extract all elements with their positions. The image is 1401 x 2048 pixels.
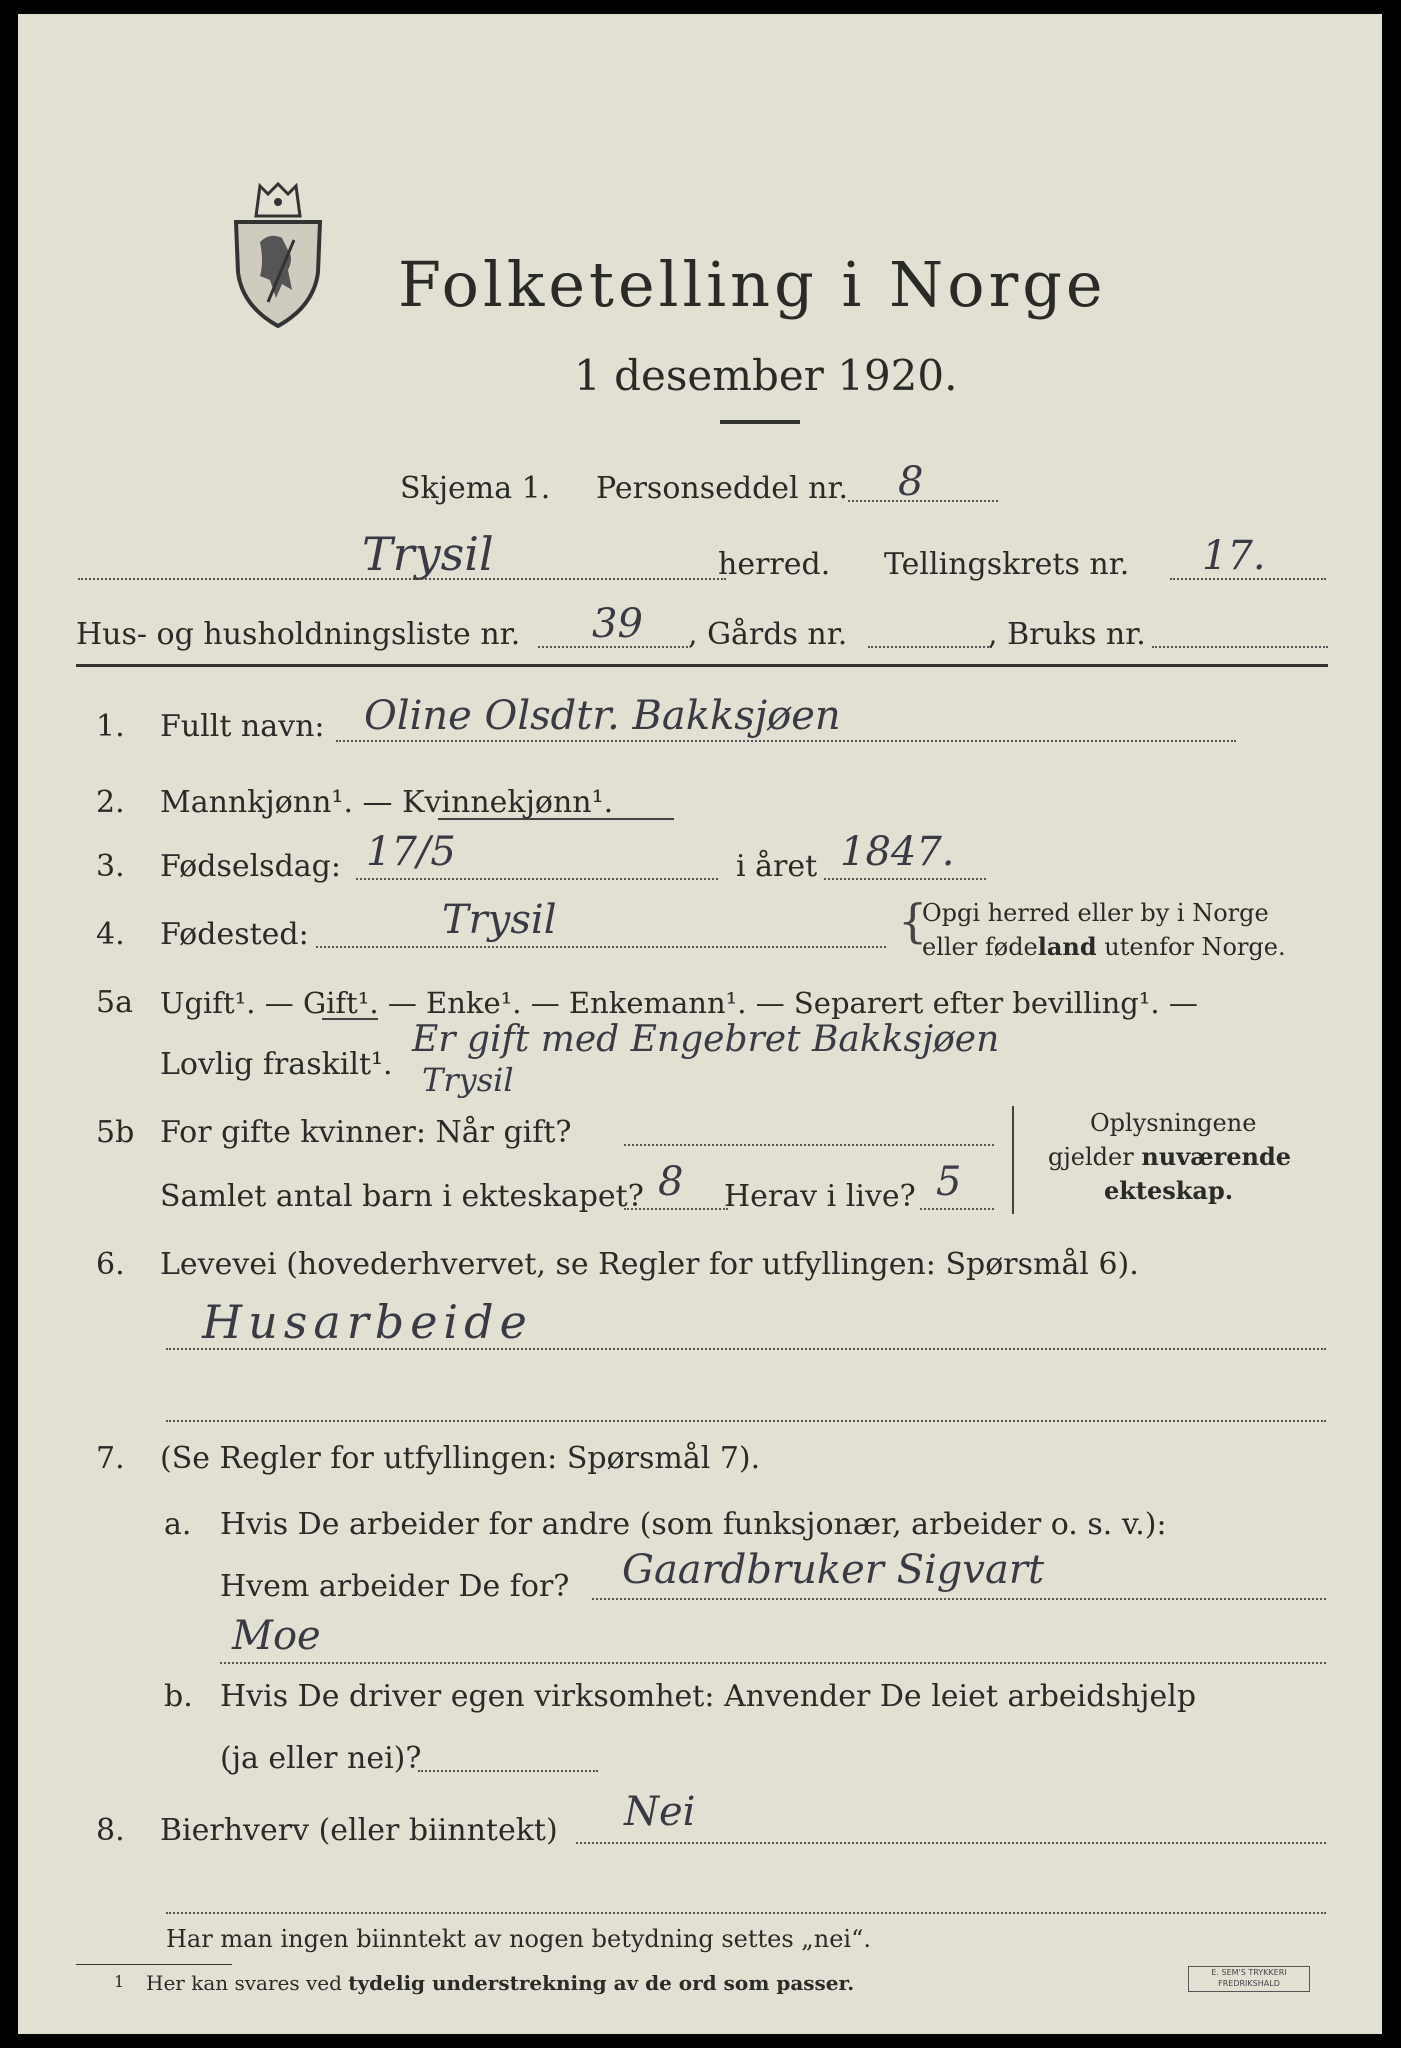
q2-number: 2.: [96, 785, 125, 820]
bruks-label: , Bruks nr.: [988, 617, 1146, 652]
q5a-value-2: Trysil: [422, 1061, 514, 1099]
q5a-label: Ugift¹. — Gift¹. — Enke¹. — Enkemann¹. — Separert efter bevilling¹. —: [160, 986, 1198, 1020]
q7a-value: Gaardbruker Sigvart: [622, 1547, 1045, 1593]
skjema-label: Skjema 1.: [400, 471, 551, 506]
printer-stamp-text: E. SEM'S TRYKKERI FREDRIKSHALD: [1211, 1968, 1287, 1988]
q5b-live-value: 5: [936, 1159, 962, 1205]
footnote-number: 1: [114, 1972, 125, 1991]
q7a-line-1: [592, 1598, 1326, 1600]
q4-note-2c: utenfor Norge.: [1096, 933, 1286, 961]
herred-label: herred.: [718, 547, 831, 582]
title-divider: [720, 420, 800, 424]
q5b-note-1: Oplysningene: [1090, 1109, 1257, 1137]
gards-label: , Gårds nr.: [688, 617, 848, 652]
q7b-letter: b.: [164, 1679, 193, 1714]
q4-note-2: [922, 932, 1286, 962]
footer-note: Har man ingen biinntekt av nogen betydning settes „nei“.: [166, 1925, 871, 1953]
bruks-line: [1152, 646, 1328, 648]
q5a-gift-underline: [322, 1018, 378, 1020]
q4-label: Fødested:: [160, 917, 309, 952]
footnote-a: Her kan svares ved: [146, 1971, 349, 1995]
q5b-label: For gifte kvinner: Når gift?: [160, 1115, 572, 1150]
footnote-b: tydelig understrekning av de ord som passer.: [348, 1971, 855, 1995]
q7b-label: Hvis De driver egen virksomhet: Anvender De leiet arbeidshjelp: [220, 1679, 1197, 1714]
form-title: Folketelling i Norge: [398, 248, 1107, 321]
tellingskrets-label: Tellingskrets nr.: [884, 547, 1130, 582]
q3-line: [356, 878, 718, 880]
q5b-note-2a: gjelder: [1048, 1143, 1142, 1171]
q4-line: [316, 946, 886, 948]
q7-number: 7.: [96, 1441, 125, 1476]
footnote-divider: [76, 1964, 232, 1965]
q1-line: [336, 740, 1236, 742]
q1-label: Fullt navn:: [160, 709, 325, 744]
hus-value: 39: [592, 601, 643, 647]
q5b-live-line: [920, 1208, 994, 1210]
q7b-line: [418, 1770, 598, 1772]
q2-label: Mannkjønn¹. — Kvinnekjønn¹.: [160, 785, 614, 820]
q4-note-2a: eller føde: [922, 933, 1038, 961]
q5b-live-label: Herav i live?: [724, 1179, 916, 1214]
herred-value: Trysil: [362, 527, 494, 581]
q6-number: 6.: [96, 1247, 125, 1282]
q4-number: 4.: [96, 917, 125, 952]
coat-of-arms-icon: [230, 180, 326, 330]
q3-number: 3.: [96, 849, 125, 884]
q6-line-2: [166, 1420, 1326, 1422]
q4-note-1: Opgi herred eller by i Norge: [922, 899, 1269, 927]
q3-value: 17/5: [366, 829, 456, 875]
q7a-line-2: [220, 1662, 1326, 1664]
q1-value: Oline Olsdtr. Bakksjøen: [364, 693, 841, 739]
q6-label: Levevei (hovederhvervet, se Regler for utfyllingen: Spørsmål 6).: [160, 1247, 1139, 1282]
q7a-value-2: Moe: [232, 1613, 321, 1659]
q8-number: 8.: [96, 1813, 125, 1848]
q3-year-label: i året: [736, 849, 818, 884]
personseddel-label: Personseddel nr.: [596, 471, 849, 506]
q5a-label-2: Lovlig fraskilt¹.: [160, 1047, 393, 1082]
q7a-label-2: Hvem arbeider De for?: [220, 1569, 570, 1604]
q6-line-1: [166, 1348, 1326, 1350]
q3-label: Fødselsdag:: [160, 849, 341, 884]
q7a-letter: a.: [164, 1507, 192, 1542]
q3-year-value: 1847.: [840, 829, 955, 875]
q5b-barn-value: 8: [658, 1159, 684, 1205]
q4-brace: {: [898, 894, 928, 948]
q6-value: Husarbeide: [202, 1295, 533, 1349]
q4-value: Trysil: [442, 897, 557, 943]
printer-stamp: [1188, 1966, 1310, 1992]
q5b-married-line: [624, 1144, 994, 1146]
q8-line: [576, 1842, 1326, 1844]
q3-year-line: [824, 878, 986, 880]
header-divider: [76, 664, 1328, 667]
q5b-note-2: [1048, 1142, 1291, 1172]
gards-line: [868, 646, 992, 648]
q8-line-2: [166, 1912, 1326, 1914]
tellingskrets-value: 17.: [1202, 533, 1266, 579]
q5b-number: 5b: [96, 1115, 135, 1150]
q7a-label: Hvis De arbeider for andre (som funksjonær, arbeider o. s. v.):: [220, 1507, 1167, 1542]
q7b-label-2: (ja eller nei)?: [220, 1741, 422, 1776]
q4-note-2b: land: [1037, 932, 1097, 961]
q5b-brace-left: [1012, 1106, 1014, 1214]
q5b-label-2: Samlet antal barn i ekteskapet?: [160, 1179, 644, 1214]
footnote: [146, 1970, 854, 1996]
q8-value: Nei: [624, 1789, 696, 1835]
q5a-value: Er gift med Engebret Bakksjøen: [412, 1019, 1000, 1060]
q7-label: (Se Regler for utfyllingen: Spørsmål 7).: [160, 1441, 761, 1476]
q8-label: Bierhverv (eller biinntekt): [160, 1813, 558, 1848]
q5b-note-2b: nuværende: [1141, 1142, 1292, 1171]
hus-label: Hus- og husholdningsliste nr.: [76, 617, 521, 652]
personseddel-value: 8: [898, 459, 924, 505]
q5b-note-3: ekteskap.: [1104, 1176, 1234, 1205]
census-form: [18, 14, 1382, 2034]
census-date: 1 desember 1920.: [574, 351, 958, 400]
q5b-barn-line: [624, 1208, 728, 1210]
q5a-number: 5a: [96, 985, 133, 1020]
q2-underline: [438, 818, 674, 820]
q1-number: 1.: [96, 709, 125, 744]
